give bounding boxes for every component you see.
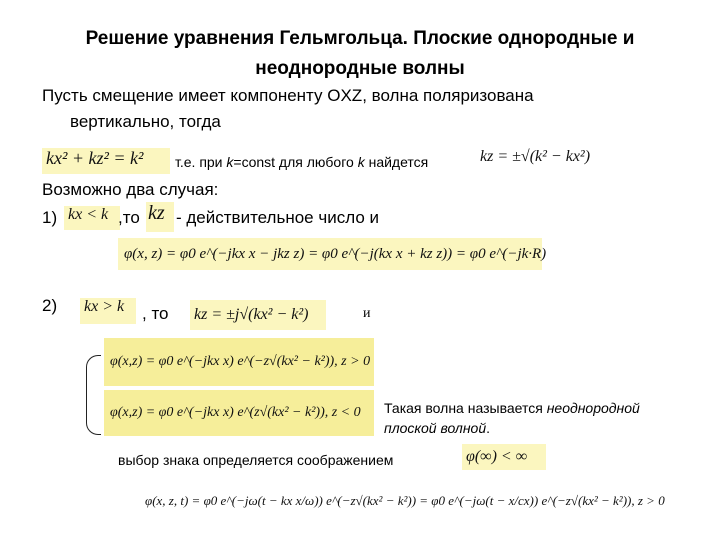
formula-kz-imaginary: kz = ±j√(kx² − k²)	[190, 300, 326, 330]
note-k: k	[226, 154, 234, 170]
case2-condition: kx > k	[80, 298, 136, 324]
case1-number: 1)	[42, 208, 58, 227]
formula-phi-homogeneous: φ(x, z) = φ0 e^(−jkx x − jkz z) = φ0 e^(−j(kx x + kz z)) = φ0 e^(−jk·R)	[118, 238, 542, 270]
case2-number: 2)	[42, 296, 58, 315]
formula-phi-z-negative: φ(x,z) = φ0 e^(−jkx x) e^(z√(kx² − k²)), z < 0	[104, 390, 374, 436]
note-prefix: т.е. при	[175, 154, 227, 170]
system-brace	[86, 355, 101, 435]
case2-then: , то	[142, 304, 169, 323]
intro-line-1: Пусть смещение имеет компоненту OXZ, волна поляризована	[42, 86, 534, 105]
formula-limit: φ(∞) < ∞	[462, 444, 546, 470]
formula-phi-z-positive: φ(x,z) = φ0 e^(−jkx x) e^(−z√(kx² − k²)), z > 0	[104, 338, 374, 386]
wave-name-em2: плоской волной	[384, 420, 487, 436]
wave-name-em1: неоднородной	[546, 400, 640, 416]
note-line	[175, 154, 428, 170]
wave-name-end: .	[486, 420, 490, 436]
case2-and: и	[363, 306, 371, 321]
two-cases-label: Возможно два случая:	[42, 180, 219, 199]
formula-phi-time: φ(x, z, t) = φ0 e^(−jω(t − kx x/ω)) e^(−z√(kx² − k²)) = φ0 e^(−jω(t − x/cx)) e^(−z√(kx² − k²)), z > 0	[145, 493, 665, 508]
case1-condition: kx < k	[64, 206, 120, 230]
note-const: =const для любого	[233, 154, 358, 170]
title-line-2: неоднородные волны	[255, 58, 465, 79]
wave-name-prefix: Такая волна называется	[384, 400, 547, 416]
case1-kz: kz	[146, 202, 174, 232]
note-suffix: найдется	[364, 154, 429, 170]
case1-text: - действительное число и	[176, 208, 379, 227]
formula-kz: kz = ±√(k² − kx²)	[480, 148, 591, 165]
title-line-1: Решение уравнения Гельмгольца. Плоские однородные и	[85, 28, 635, 49]
slide-title	[40, 24, 680, 84]
case1-then: ,то	[118, 208, 140, 227]
inhomogeneous-wave-text	[384, 398, 704, 438]
formula-dispersion: kx² + kz² = k²	[42, 148, 170, 174]
intro-line-2: вертикально, тогда	[70, 112, 221, 131]
note-k2: k	[357, 154, 365, 170]
sign-choice-text: выбор знака определяется соображением	[118, 452, 394, 468]
